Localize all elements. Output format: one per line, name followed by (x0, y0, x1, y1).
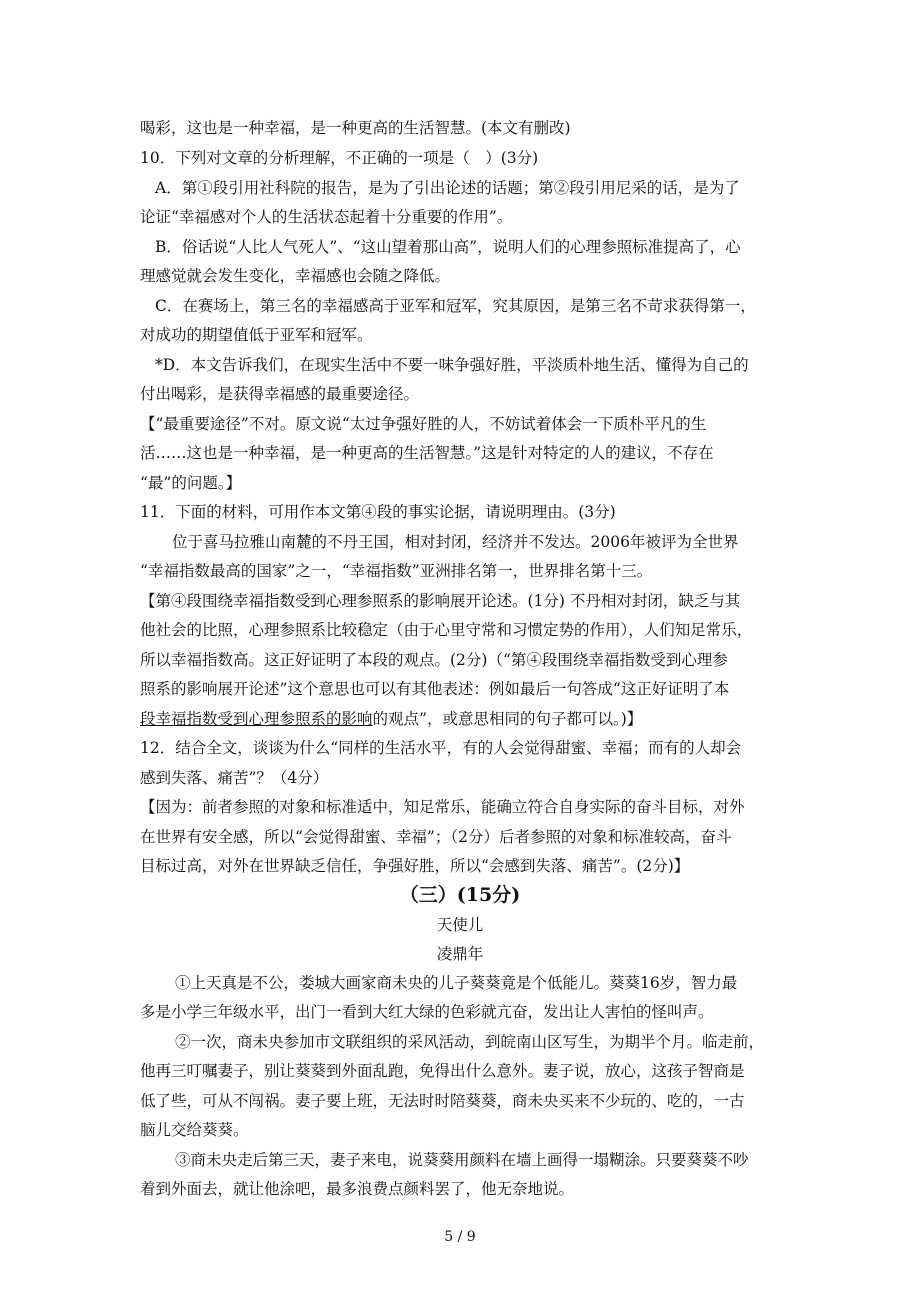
section-heading: （三）(15分) (399, 884, 521, 906)
answer-11-cont: 他社会的比照，心理参照系比较稳定（由于心里守常和习惯定势的作用），人们知足常乐， (140, 621, 753, 639)
story-paragraph-2-cont: 脑儿交给葵葵。 (140, 1121, 249, 1139)
story-author: 凌鼎年 (436, 945, 484, 963)
story-paragraph-1-cont: 多是小学三年级水平，出门一看到大红大绿的色彩就亢奋，发出让人害怕的怪叫声。 (140, 1003, 714, 1021)
option-c-cont: 对成功的期望值低于亚军和冠军。 (140, 326, 373, 344)
underlined-text: 幸福指数受到心理参照系的影响 (155, 710, 373, 728)
story-paragraph-2: ②一次，商未央参加市文联组织的采风活动，到皖南山区写生，为期半个月。临走前， (175, 1033, 765, 1051)
question-11-stem: 11．下面的材料，可用作本文第④段的事实论据，请说明理由。(3分) (140, 503, 616, 521)
question-12-stem: 12．结合全文，谈谈为什么“同样的生活水平，有的人会觉得甜蜜、幸福；而有的人却会 (140, 739, 742, 757)
page-number: 5 / 9 (444, 1229, 476, 1245)
answer-11-cont: 照系的影响展开论述”这个意思也可以有其他表述：例如最后一句答成“这正好证明了本 (140, 680, 730, 698)
text-line: 喝彩，这也是一种幸福，是一种更高的生活智慧。(本文有删改) (140, 119, 571, 137)
answer-12-cont: 在世界有安全感，所以“会觉得甜蜜、幸福”；（2分）后者参照的对象和标准较高，奋斗 (140, 828, 732, 846)
option-a-cont: 论证“幸福感对个人的生活状态起着十分重要的作用”。 (140, 208, 513, 226)
story-paragraph-1: ①上天真是不公，娄城大画家商未央的儿子葵葵竟是个低能儿。葵葵16岁，智力最 (175, 974, 738, 992)
answer-11-tail: 的观点”，或意思相同的句子都可以。)】 (372, 710, 643, 728)
material-text: 位于喜马拉雅山南麓的不丹王国，相对封闭，经济并不发达。2006年被评为全世界 (172, 533, 739, 551)
answer-11-cont (140, 709, 642, 729)
option-b: B．俗话说“人比人气死人”、“这山望着那山高”，说明人们的心理参照标准提高了，心 (155, 238, 741, 256)
option-d-cont: 付出喝彩，是获得幸福感的最重要途径。 (140, 385, 420, 403)
answer-12-cont: 目标过高，对外在世界缺乏信任，争强好胜，所以“会感到失落、痛苦”。(2分)】 (140, 857, 690, 875)
story-paragraph-2-cont: 低了些，可从不闯祸。妻子要上班，无法时时陪葵葵，商未央买来不少玩的、吃的，一古 (140, 1092, 745, 1110)
story-title: 天使儿 (436, 916, 484, 934)
question-12-stem-cont: 感到失落、痛苦”？（4分） (140, 769, 329, 787)
option-a: A．第①段引用社科院的报告，是为了引出论述的话题；第②段引用尼采的话，是为了 (155, 179, 740, 197)
story-paragraph-3-cont: 着到外面去，就让他涂吧，最多浪费点颜料罢了，他无奈地说。 (140, 1180, 575, 1198)
answer-11-cont: 所以幸福指数高。这正好证明了本段的观点。(2分)（“第④段围绕幸福指数受到心理参 (140, 651, 728, 669)
option-c: C．在赛场上，第三名的幸福感高于亚军和冠军，究其原因，是第三名不苛求获得第一， (155, 297, 756, 315)
option-b-cont: 理感觉就会发生变化，幸福感也会随之降低。 (140, 267, 451, 285)
answer-10: 【“最重要途径”不对。原文说“太过争强好胜的人，不妨试着体会一下质朴平凡的生 (140, 415, 707, 433)
answer-12: 【因为：前者参照的对象和标准适中，知足常乐，能确立符合自身实际的奋斗目标，对外 (140, 798, 745, 816)
underlined-text: 段 (140, 710, 156, 728)
answer-11: 【第④段围绕幸福指数受到心理参照系的影响展开论述。(1分) 不丹相对封闭，缺乏与其 (140, 592, 741, 610)
story-paragraph-2-cont: 他再三叮嘱妻子，别让葵葵到外面乱跑，免得出什么意外。妻子说，放心，这孩子智商是 (140, 1062, 745, 1080)
answer-10-cont: 活……这也是一种幸福，是一种更高的生活智慧。”这是针对特定的人的建议，不存在 (140, 444, 714, 462)
material-text-cont: “幸福指数最高的国家”之一，“幸福指数”亚洲排名第一，世界排名第十三。 (140, 562, 653, 580)
question-10-stem: 10．下列对文章的分析理解，不正确的一项是（ ）(3分) (140, 149, 539, 167)
answer-10-cont: “最”的问题。】 (140, 474, 242, 492)
story-paragraph-3: ③商未央走后第三天，妻子来电，说葵葵用颜料在墙上画得一塌糊涂。只要葵葵不吵 (175, 1151, 749, 1169)
option-d: *D．本文告诉我们，在现实生活中不要一味争强好胜，平淡质朴地生活、懂得为自己的 (155, 356, 749, 374)
